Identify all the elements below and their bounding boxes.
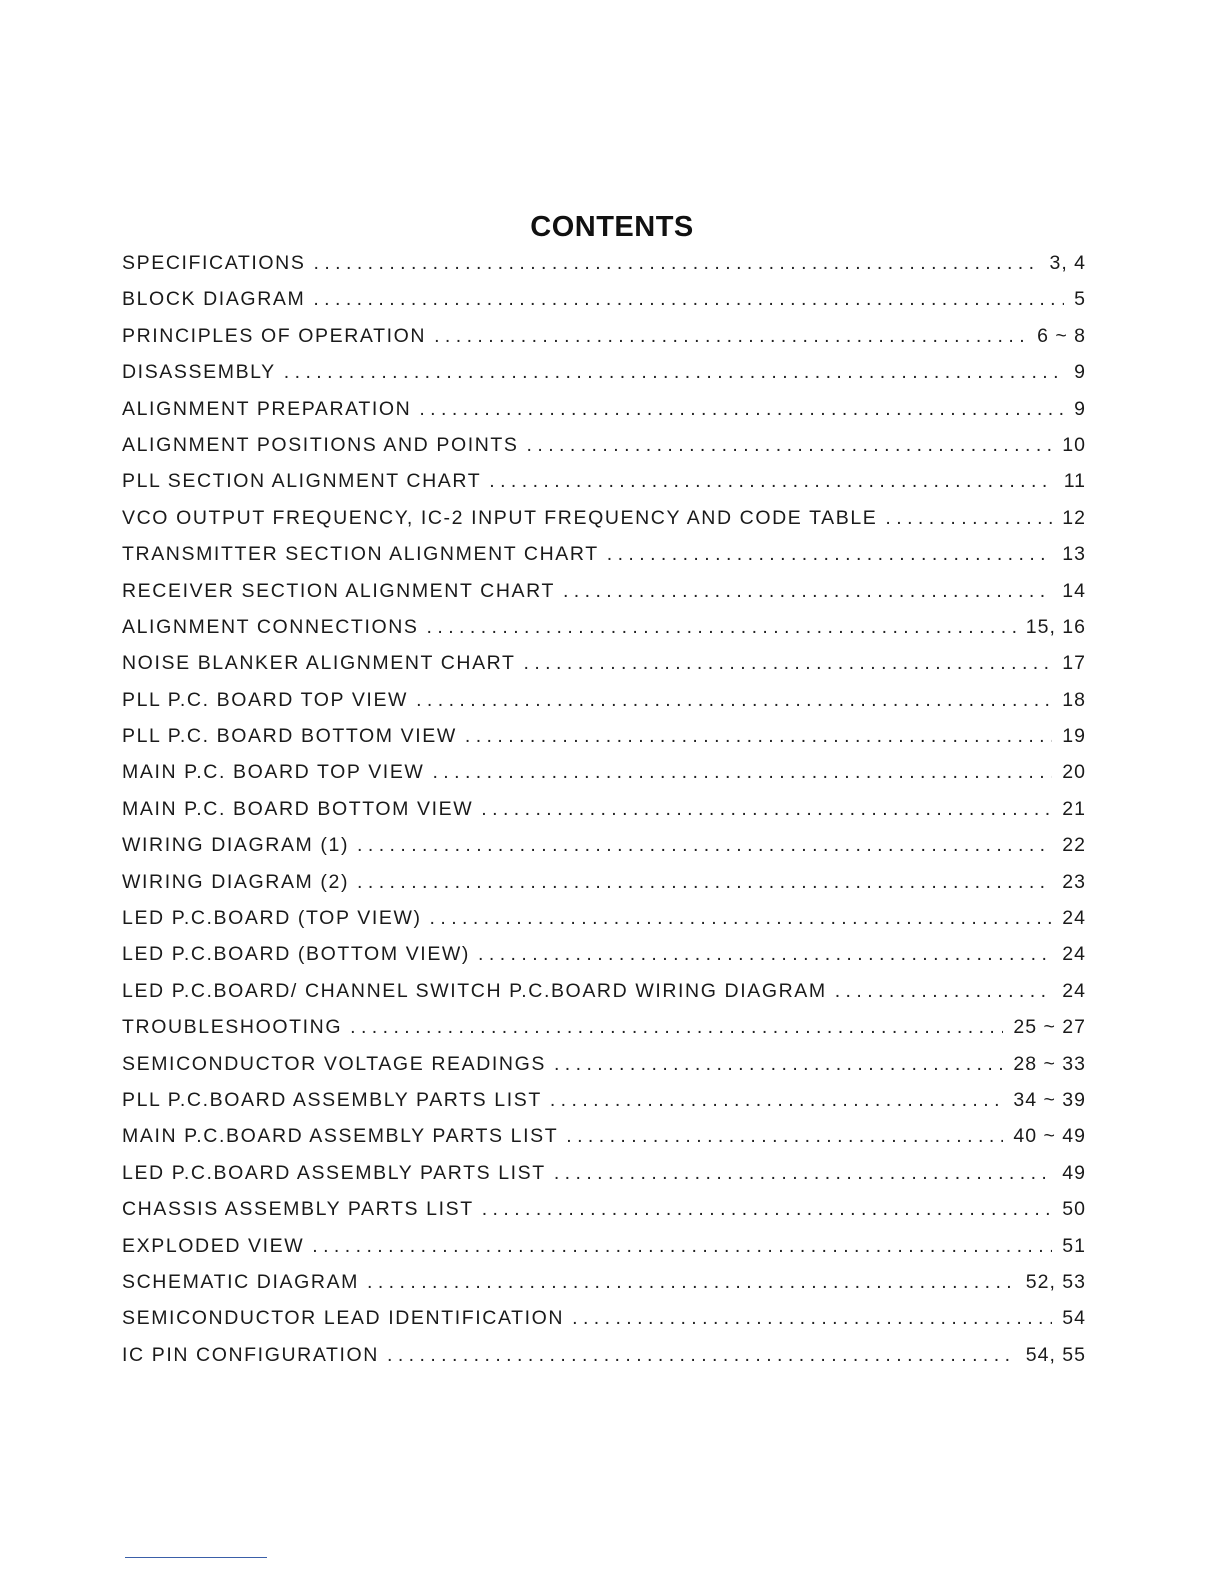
toc-entry-page-number: 34 ~ 39 [1013, 1088, 1086, 1111]
toc-entry-label: TRANSMITTER SECTION ALIGNMENT CHART [122, 543, 599, 566]
dot-leader [387, 1344, 1016, 1367]
dot-leader [566, 1125, 1003, 1148]
dot-leader [572, 1307, 1052, 1330]
dot-leader [427, 616, 1016, 639]
toc-entry[interactable] [122, 1162, 1086, 1198]
toc-entry-label: PLL P.C. BOARD TOP VIEW [122, 688, 409, 711]
dot-leader [357, 871, 1052, 894]
toc-entry-label: CHASSIS ASSEMBLY PARTS LIST [122, 1198, 474, 1221]
toc-entry-page-number: 6 ~ 8 [1037, 324, 1086, 347]
dot-leader [432, 761, 1052, 784]
toc-entry-page-number: 15, 16 [1025, 615, 1086, 638]
toc-entry-label: BLOCK DIAGRAM [122, 288, 306, 311]
dot-leader [482, 1198, 1053, 1221]
toc-entry-page-number: 22 [1062, 834, 1086, 857]
dot-leader [313, 252, 1039, 275]
toc-entry-page-number: 49 [1062, 1161, 1086, 1184]
toc-entry[interactable] [122, 543, 1086, 579]
toc-entry[interactable] [122, 507, 1086, 543]
toc-entry[interactable] [122, 725, 1086, 761]
toc-entry-page-number: 20 [1062, 761, 1086, 784]
dot-leader [313, 288, 1064, 311]
toc-entry[interactable] [122, 470, 1086, 506]
toc-entry-page-number: 11 [1063, 470, 1086, 493]
dot-leader [367, 1271, 1016, 1294]
dot-leader [434, 325, 1027, 348]
toc-entry[interactable] [122, 1089, 1086, 1125]
toc-entry-label: RECEIVER SECTION ALIGNMENT CHART [122, 579, 555, 602]
toc-entry[interactable] [122, 1053, 1086, 1089]
table-of-contents [122, 252, 1086, 1380]
toc-entry[interactable] [122, 1344, 1086, 1380]
toc-entry-page-number: 9 [1074, 397, 1086, 420]
toc-entry-label: ALIGNMENT PREPARATION [122, 397, 412, 420]
toc-entry-label: PRINCIPLES OF OPERATION [122, 324, 427, 347]
dot-leader [481, 798, 1052, 821]
toc-entry-page-number: 23 [1062, 870, 1086, 893]
toc-entry-page-number: 54, 55 [1025, 1343, 1086, 1366]
toc-entry-page-number: 5 [1074, 288, 1086, 311]
dot-leader [419, 398, 1064, 421]
toc-entry-label: SEMICONDUCTOR LEAD IDENTIFICATION [122, 1307, 565, 1330]
dot-leader [554, 1162, 1052, 1185]
toc-entry[interactable] [122, 943, 1086, 979]
dot-leader [885, 507, 1052, 530]
toc-entry[interactable] [122, 907, 1086, 943]
toc-entry-label: SCHEMATIC DIAGRAM [122, 1270, 360, 1293]
toc-entry[interactable] [122, 1235, 1086, 1271]
dot-leader [284, 361, 1064, 384]
toc-entry[interactable] [122, 325, 1086, 361]
dot-leader [416, 689, 1052, 712]
toc-entry[interactable] [122, 361, 1086, 397]
toc-entry[interactable] [122, 798, 1086, 834]
toc-entry-page-number: 17 [1062, 652, 1086, 675]
toc-entry[interactable] [122, 1198, 1086, 1234]
toc-entry-page-number: 10 [1062, 433, 1086, 456]
toc-entry-label: NOISE BLANKER ALIGNMENT CHART [122, 652, 516, 675]
toc-entry[interactable] [122, 689, 1086, 725]
toc-entry[interactable] [122, 288, 1086, 324]
dot-leader [357, 834, 1052, 857]
toc-entry-page-number: 24 [1062, 943, 1086, 966]
toc-entry-label: LED P.C.BOARD/ CHANNEL SWITCH P.C.BOARD WIRING DIAGRAM [122, 979, 827, 1002]
dot-leader [489, 470, 1054, 493]
dot-leader [607, 543, 1053, 566]
toc-entry-page-number: 3, 4 [1049, 252, 1086, 274]
dot-leader [312, 1235, 1052, 1258]
toc-entry-label: PLL SECTION ALIGNMENT CHART [122, 470, 482, 493]
toc-entry-label: DISASSEMBLY [122, 361, 276, 384]
toc-entry-label: LED P.C.BOARD (BOTTOM VIEW) [122, 943, 471, 966]
toc-entry-page-number: 18 [1062, 688, 1086, 711]
toc-entry-label: MAIN P.C. BOARD BOTTOM VIEW [122, 797, 474, 820]
toc-entry-label: SEMICONDUCTOR VOLTAGE READINGS [122, 1052, 546, 1075]
toc-entry-label: WIRING DIAGRAM (2) [122, 870, 350, 893]
dot-leader [350, 1016, 1003, 1039]
toc-entry-page-number: 52, 53 [1025, 1270, 1086, 1293]
toc-entry-page-number: 14 [1062, 579, 1086, 602]
toc-entry-label: MAIN P.C. BOARD TOP VIEW [122, 761, 425, 784]
toc-entry[interactable] [122, 871, 1086, 907]
toc-entry-page-number: 21 [1062, 797, 1086, 820]
toc-entry-label: SPECIFICATIONS [122, 252, 306, 274]
toc-entry-page-number: 24 [1062, 979, 1086, 1002]
toc-entry[interactable] [122, 252, 1086, 288]
toc-entry[interactable] [122, 616, 1086, 652]
toc-entry-label: LED P.C.BOARD (TOP VIEW) [122, 907, 422, 930]
dot-leader [524, 652, 1053, 675]
toc-entry-page-number: 24 [1062, 907, 1086, 930]
dot-leader [550, 1089, 1004, 1112]
toc-entry-label: EXPLODED VIEW [122, 1234, 305, 1257]
dot-leader [478, 943, 1052, 966]
toc-entry-label: ALIGNMENT CONNECTIONS [122, 615, 419, 638]
dot-leader [835, 980, 1053, 1003]
toc-entry-page-number: 12 [1062, 506, 1086, 529]
toc-entry-label: MAIN P.C.BOARD ASSEMBLY PARTS LIST [122, 1125, 559, 1148]
toc-entry-page-number: 28 ~ 33 [1013, 1052, 1086, 1075]
toc-entry-label: PLL P.C.BOARD ASSEMBLY PARTS LIST [122, 1088, 542, 1111]
toc-entry-page-number: 9 [1074, 361, 1086, 384]
toc-entry[interactable] [122, 1307, 1086, 1343]
toc-entry-page-number: 54 [1062, 1307, 1086, 1330]
footer-rule [125, 1557, 267, 1558]
toc-entry[interactable] [122, 834, 1086, 870]
toc-entry[interactable] [122, 1271, 1086, 1307]
page-title: CONTENTS [530, 211, 694, 244]
dot-leader [527, 434, 1053, 457]
toc-entry-page-number: 13 [1062, 543, 1086, 566]
toc-entry[interactable] [122, 580, 1086, 616]
toc-entry[interactable] [122, 652, 1086, 688]
toc-entry-label: ALIGNMENT POSITIONS AND POINTS [122, 433, 519, 456]
toc-entry[interactable] [122, 398, 1086, 434]
dot-leader [430, 907, 1053, 930]
dot-leader [563, 580, 1052, 603]
toc-entry-label: IC PIN CONFIGURATION [122, 1343, 379, 1366]
toc-entry-label: PLL P.C. BOARD BOTTOM VIEW [122, 725, 457, 748]
toc-entry-page-number: 40 ~ 49 [1013, 1125, 1086, 1148]
toc-entry-page-number: 51 [1062, 1234, 1086, 1257]
toc-entry-page-number: 25 ~ 27 [1013, 1016, 1086, 1039]
toc-entry[interactable] [122, 980, 1086, 1016]
dot-leader [465, 725, 1052, 748]
toc-entry[interactable] [122, 761, 1086, 797]
toc-entry[interactable] [122, 1125, 1086, 1161]
toc-entry-label: LED P.C.BOARD ASSEMBLY PARTS LIST [122, 1161, 546, 1184]
toc-entry[interactable] [122, 1016, 1086, 1052]
toc-entry-page-number: 19 [1062, 725, 1086, 748]
toc-entry-page-number: 50 [1062, 1198, 1086, 1221]
toc-entry-label: WIRING DIAGRAM (1) [122, 834, 350, 857]
toc-entry[interactable] [122, 434, 1086, 470]
dot-leader [554, 1053, 1003, 1076]
toc-entry-label: TROUBLESHOOTING [122, 1016, 343, 1039]
toc-entry-label: VCO OUTPUT FREQUENCY, IC-2 INPUT FREQUENCY AND CODE TABLE [122, 506, 878, 529]
